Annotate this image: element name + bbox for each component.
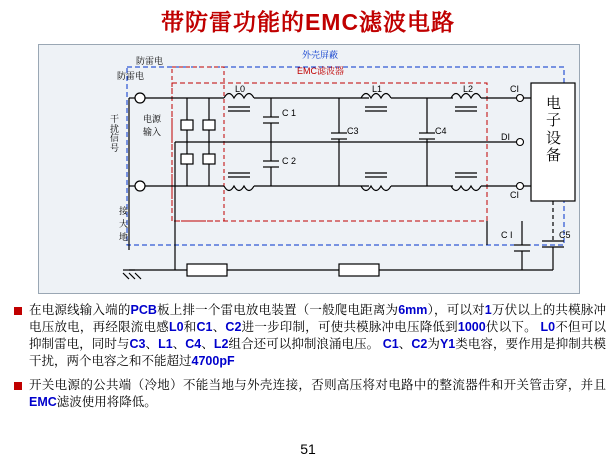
- label-earth-1: 接: [119, 206, 129, 216]
- bullet-list: [14, 302, 606, 418]
- page-number: 51: [300, 441, 316, 457]
- bullet-marker-icon: [14, 382, 22, 390]
- label-inductor-l0: L0: [235, 84, 246, 94]
- label-shell-shield: 外壳屏蔽: [302, 50, 339, 60]
- bullet-item: [14, 302, 606, 370]
- bullet-text-1: 在电源线输入端的PCB板上排一个雷电放电装置（一般爬电距离为6mm），可以对1万伏以上的共模脉冲电压放电，再经限流电感L0和C1、C2进一步印制，可使共模脉冲电压降低到1000伏以下。 L0不但可以抑制雷电，同时与C3、L1、C4、L2组合还可以抑制浪涌电压。 C1、C2为Y1类电容，要作用是抑制共模干扰，两个电容之和不能超过4700pF: [29, 303, 606, 368]
- circuit-schematic-svg: [39, 45, 579, 293]
- label-terminal-ci-bottom: CI: [510, 190, 519, 200]
- label-earth-2: 大: [119, 219, 129, 229]
- circuit-diagram: [38, 44, 580, 294]
- label-lightning-protect-2: 防雷电: [117, 71, 145, 81]
- label-earth-3: 地: [119, 232, 129, 242]
- label-inductor-l1: L1: [372, 84, 383, 94]
- label-cap-c3: C3: [347, 126, 359, 136]
- label-lightning-protect: 防雷电: [136, 56, 164, 66]
- label-inductor-l2: L2: [463, 84, 474, 94]
- label-power-input: 电源: [143, 114, 162, 124]
- label-cap-c2: C 2: [282, 156, 297, 166]
- label-electronic-device: 电 子 设 备: [545, 95, 561, 164]
- label-cap-c1: C 1: [282, 108, 297, 118]
- bullet-item: [14, 377, 606, 411]
- label-interference-signal: 干扰信号: [109, 114, 119, 154]
- bullet-marker-icon: [14, 307, 22, 315]
- page-title: 带防雷功能的EMC滤波电路: [160, 9, 456, 35]
- bullet-text-2: 开关电源的公共端（冷地）不能当地与外壳连接，否则高压将对电路中的整流器件和开关管击穿，并且EMC滤波使用将降低。: [29, 378, 606, 409]
- label-cap-c4: C4: [435, 126, 447, 136]
- label-power-input-2: 输入: [143, 127, 162, 137]
- label-terminal-di: DI: [501, 132, 510, 142]
- label-cap-ci-ground: C I: [501, 230, 513, 240]
- label-cap-c5: C5: [559, 230, 571, 240]
- label-terminal-ci-top: CI: [510, 84, 519, 94]
- label-emc-filter: EMC滤波器: [297, 66, 344, 76]
